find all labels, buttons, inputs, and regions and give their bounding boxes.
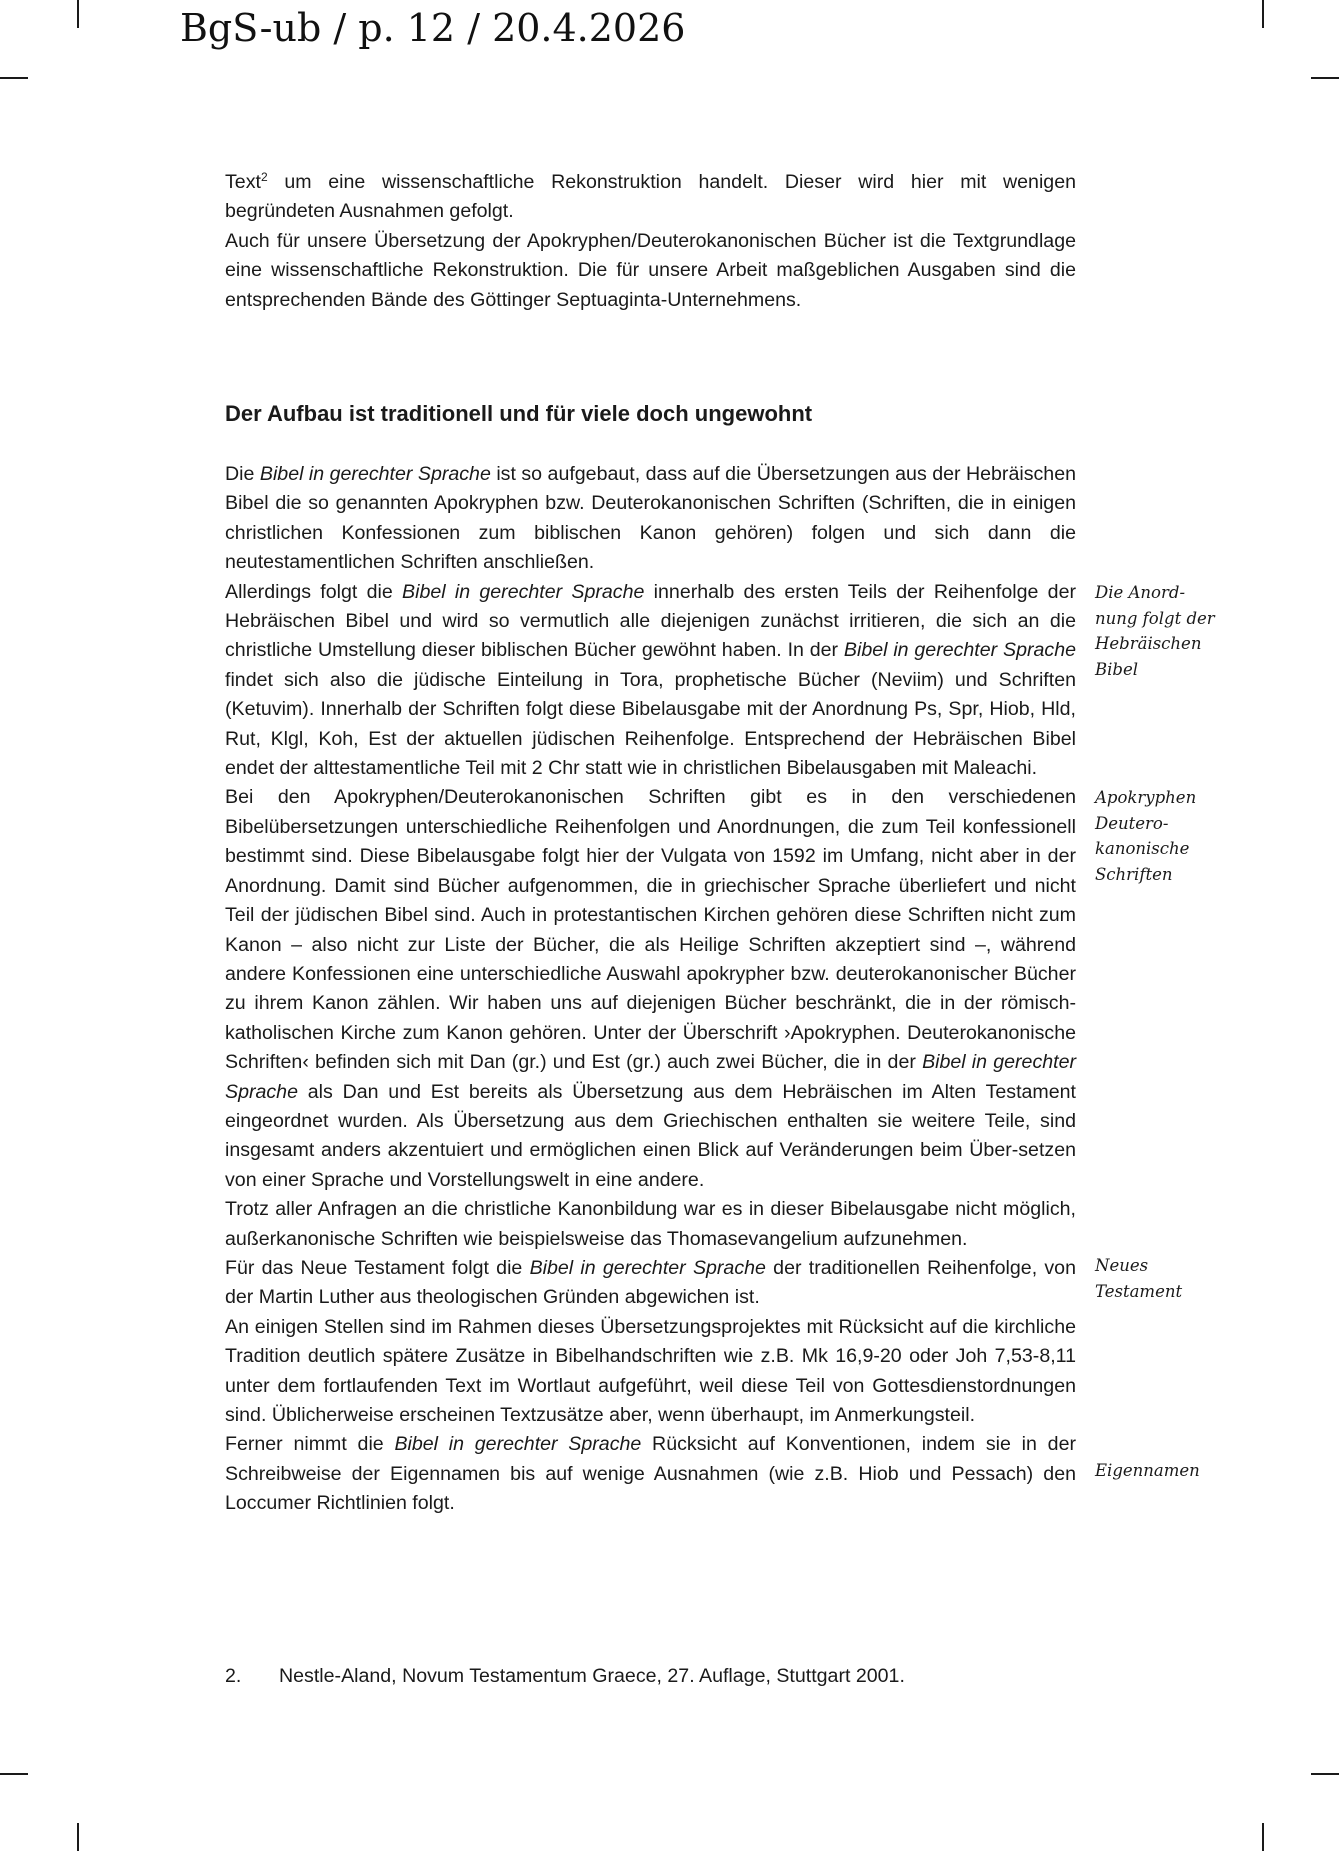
- crop-mark: [1262, 0, 1264, 28]
- footnote-ref[interactable]: 2: [260, 170, 268, 184]
- footnote-text: Nestle-Aland, Novum Testamentum Graece, 27. Auflage, Stuttgart 2001.: [279, 1665, 905, 1687]
- crop-mark: [1311, 77, 1339, 79]
- crop-mark: [77, 0, 79, 28]
- body-paragraph: Trotz aller Anfragen an die christliche Kanonbildung war es in dieser Bibelausgabe nicht möglich, außerkanonische Schriften wie beispielsweise das Thomasevangelium aufzunehmen.: [225, 1198, 1076, 1250]
- crop-mark: [0, 1773, 28, 1775]
- crop-mark: [1262, 1823, 1264, 1851]
- crop-mark: [0, 77, 28, 79]
- margin-note-eigennamen: Eigennamen: [1095, 1461, 1200, 1480]
- body-paragraph: Die Bibel in gerechter Sprache ist so aufgebaut, dass auf die Übersetzungen aus der Hebräischen Bibel die so genannten Apokryphen bzw. Deuterokanonischen Schriften (Schriften, die in einigen christlichen Konfessionen zum biblischen Kanon gehören) folgen und sich dann die neutestamentlichen Schriften anschließen.: [225, 463, 1076, 574]
- body-paragraph: Bei den Apokryphen/Deuterokanonischen Schriften gibt es in den verschiedenen Bibelübersetzungen unterschiedliche Reihenfolgen und Anordnungen, die zum Teil konfessionell bestimmt sind. Diese Bibelausgabe folgt hier der Vulgata von 1592 im Umfang, nicht aber in der Anordnung. Damit sind Bücher aufgenommen, die in griechischer Sprache überliefert und nicht Teil der jüdischen Bibel sind. Auch in protestantischen Kirchen gehören diese Schriften nicht zum Kanon – also nicht zur Liste der Bücher, die als Heilige Schriften akzeptiert sind –, während andere Konfessionen eine unterschiedliche Auswahl apokrypher bzw. deuterokanonischer Bücher zu ihrem Kanon zählen. Wir haben uns auf diejenigen Bücher beschränkt, die in der römisch-katholischen Kirche zum Kanon gehören. Unter der Überschrift ›Apokryphen. Deuterokanonische Schriften‹ befinden sich mit Dan (gr.) und Est (gr.) auch zwei Bücher, die in der Bibel in gerechter Sprache als Dan und Est bereits als Übersetzung aus dem Hebräischen im Alten Testament eingeordnet wurden. Als Übersetzung aus dem Griechischen enthalten sie weitere Teile, sind insgesamt anders akzentuiert und ermöglichen einen Blick auf Veränderungen beim Über-setzen von einer Sprache und Vorstellungswelt in eine andere.: [225, 786, 1077, 1191]
- body-paragraph: Allerdings folgt die Bibel in gerechter Sprache innerhalb des ersten Teils der Reihenfolge der Hebräischen Bibel und wird so vermutlich alle diejenigen zunächst irritieren, die sich an die christliche Umstellung dieser biblischen Bücher gewöhnt haben. In der Bibel in gerechter Sprache findet sich also die jüdische Einteilung in Tora, prophetische Bücher (Neviim) und Schriften (Ketuvim). Innerhalb der Schriften folgt diese Bibelausgabe mit der Anordnung Ps, Spr, Hiob, Hld, Rut, Klgl, Koh, Est der aktuellen jüdischen Reihenfolge. Entsprechend der Hebräischen Bibel endet der alttestamentliche Teil mit 2 Chr statt wie in christlichen Bibelausgaben mit Maleachi.: [225, 580, 1076, 780]
- crop-mark: [1311, 1773, 1339, 1775]
- page-header: BgS-ub / p. 12 / 20.4.2026: [180, 6, 686, 50]
- margin-note-anordnung: Die Anord- nung folgt der Hebräischen Bibel: [1095, 583, 1215, 679]
- body-paragraph: An einigen Stellen sind im Rahmen dieses Übersetzungsprojektes mit Rücksicht auf die kirchliche Tradition deutlich spätere Zusätze in Bibelhandschriften wie z.B. Mk 16,9-20 oder Joh 7,53-8,11 unter dem fortlaufenden Text im Wortlaut aufgeführt, weil diese Teil von Gottesdienstordnungen sind. Üblicherweise erscheinen Textzusätze aber, wenn überhaupt, im Anmerkungsteil.: [225, 1315, 1076, 1426]
- section-heading: Der Aufbau ist traditionell und für viele doch ungewohnt: [225, 401, 813, 426]
- body-paragraph: Ferner nimmt die Bibel in gerechter Sprache Rücksicht auf Konventionen, indem sie in der Schreibweise der Eigennamen bis auf wenige Ausnahmen (wie z.B. Hiob und Pessach) den Loccumer Richtlinien folgt.: [225, 1433, 1076, 1515]
- footnote-number: 2.: [225, 1665, 242, 1687]
- intro-paragraph: Text$^2$ um eine wissenschaftliche Rekonstruktion handelt. Dieser wird hier mit wenigen begründeten Ausnahmen gefolgt.: [225, 170, 1076, 223]
- intro-text: [225, 168, 1076, 315]
- intro-paragraph: Auch für unsere Übersetzung der Apokryphen/Deuterokanonischen Bücher ist die Textgrundlage eine wissenschaftliche Rekonstruktion. Die für unsere Arbeit maßgeblichen Ausgaben sind die entsprechenden Bände des Göttinger Septuaginta-Unternehmens.: [225, 229, 1076, 311]
- margin-note-neues-testament: Neues Testament: [1095, 1256, 1183, 1301]
- body-paragraph: Für das Neue Testament folgt die Bibel in gerechter Sprache der traditionellen Reihenfolge, von der Martin Luther aus theologischen Gründen abgewichen ist.: [225, 1256, 1076, 1309]
- section-body: [225, 460, 1076, 1519]
- footnote: [225, 1665, 905, 1688]
- crop-mark: [77, 1823, 79, 1851]
- margin-note-apokryphen: Apokryphen Deutero- kanonische Schriften: [1095, 788, 1197, 884]
